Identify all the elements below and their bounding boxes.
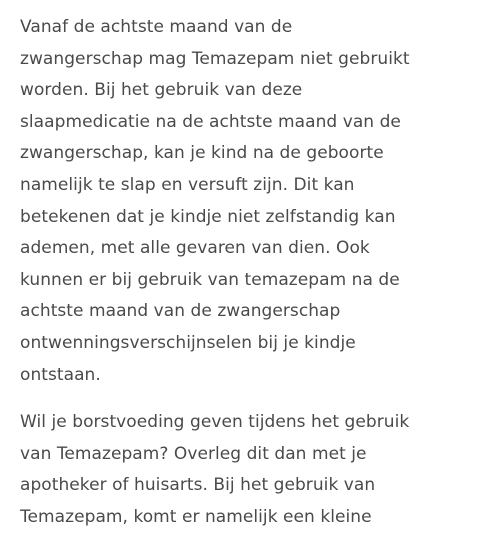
text-line: van Temazepam? Overleg dit dan met je — [20, 443, 367, 464]
text-line: kunnen er bij gebruik van temazepam na de — [20, 269, 400, 290]
article-body — [20, 12, 495, 534]
paragraph-breastfeeding — [20, 407, 495, 533]
text-line: achtste maand van de zwangerschap — [20, 301, 341, 322]
text-line: Temazepam, komt er namelijk een kleine — [20, 506, 372, 527]
text-line: slaapmedicatie na de achtste maand van de — [20, 111, 401, 132]
text-line: namelijk te slap en versuft zijn. Dit kan — [20, 174, 355, 195]
text-line: betekenen dat je kindje niet zelfstandig kan — [20, 206, 396, 227]
text-line: Wil je borstvoeding geven tijdens het gebruik — [20, 412, 410, 433]
text-line: zwangerschap mag Temazepam niet gebruikt — [20, 48, 410, 69]
text-line: ademen, met alle gevaren van dien. Ook — [20, 238, 370, 259]
text-line: apotheker of huisarts. Bij het gebruik van — [20, 475, 376, 496]
text-line: zwangerschap, kan je kind na de geboorte — [20, 143, 384, 164]
paragraph-pregnancy — [20, 12, 495, 391]
text-line: Vanaf de achtste maand van de — [20, 17, 293, 37]
text-line: ontstaan. — [20, 364, 101, 385]
text-line: ontwenningsverschijnselen bij je kindje — [20, 332, 356, 353]
text-line: worden. Bij het gebruik van deze — [20, 80, 303, 101]
